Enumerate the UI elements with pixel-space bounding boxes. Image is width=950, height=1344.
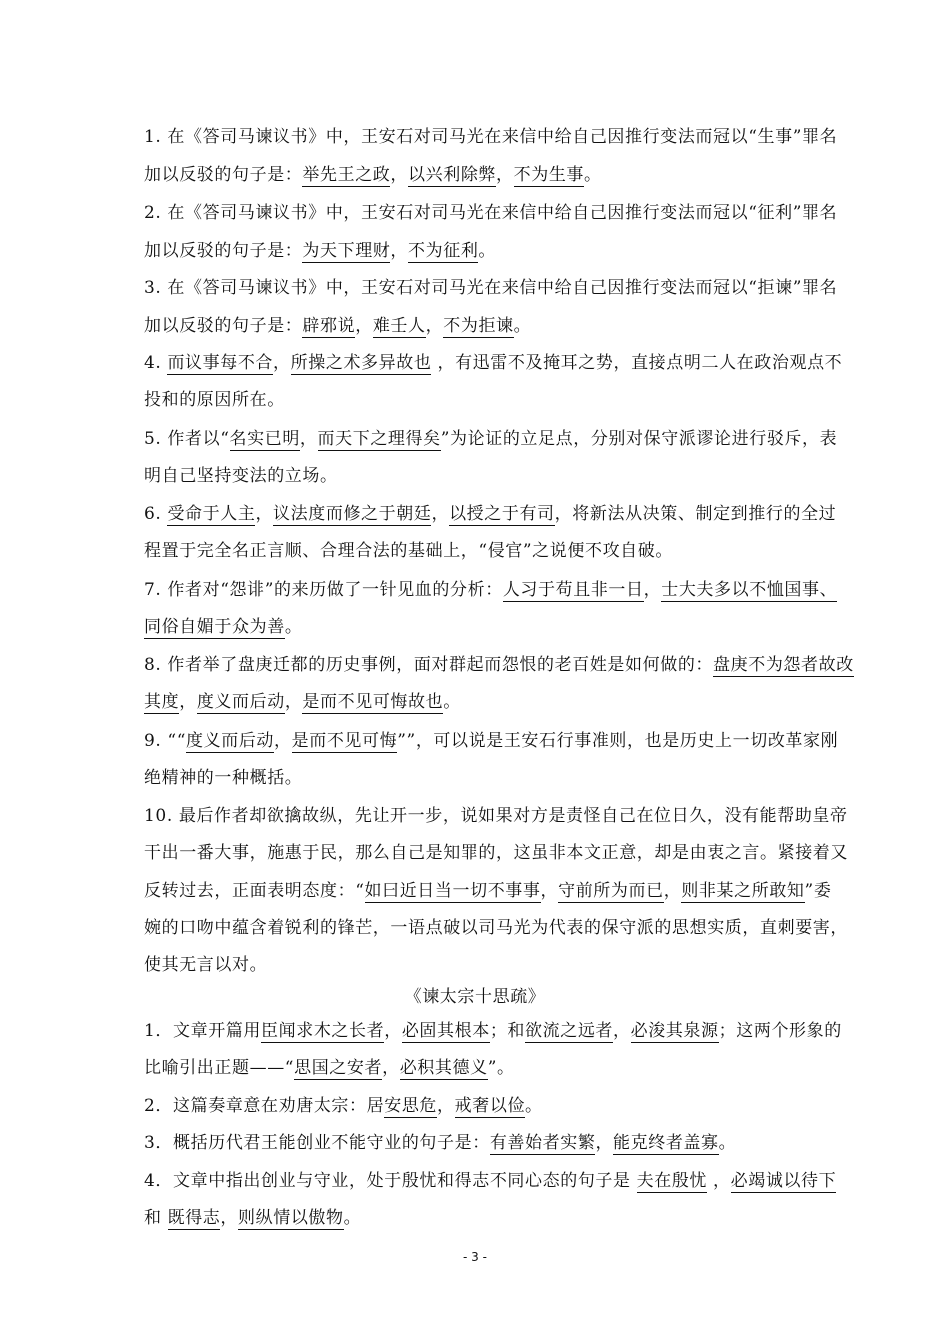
text-run: ；这两个形象的 (718, 1021, 842, 1041)
text-run: 2. 在《答司马谏议书》中，王安石对司马光在来信中给自己因推行变法而冠以“征利”罪名 (144, 203, 838, 223)
underlined-answer: 是而不见可悔故也 (302, 692, 444, 712)
underlined-answer: 戒奢以俭 (454, 1096, 526, 1116)
item-6-line-2 (144, 536, 814, 566)
underlined-answer: 欲流之远者 (525, 1021, 614, 1041)
item-5-line-1 (144, 424, 838, 454)
text-run: ， (613, 1021, 631, 1041)
text-run: 加以反驳的句子是： (144, 241, 303, 261)
section2-item-4-line-2 (144, 1203, 814, 1233)
text-run: ，有迅雷不及掩耳之势，直接点明二人在政治观点不 (431, 353, 843, 373)
underlined-answer: 受命于人主 (167, 504, 256, 524)
underlined-answer: 思国之安者 (294, 1058, 383, 1078)
section2-item-4-line-1 (144, 1166, 837, 1196)
item-10-line-2 (144, 838, 848, 868)
text-run: 3．概括历代君王能创业不能守业的句子是： (144, 1133, 490, 1153)
section2-item-1-line-1 (144, 1016, 842, 1046)
text-run: ， (707, 1171, 731, 1191)
text-run: 4. (144, 353, 168, 373)
underlined-answer: 其度 (144, 692, 180, 712)
underlined-answer: 以兴利除弊 (408, 165, 497, 185)
text-run: 程置于完全名正言顺、合理合法的基础上，“侵官”之说便不攻自破。 (144, 541, 673, 561)
underlined-answer: 议法度而修之于朝廷 (273, 504, 432, 524)
underlined-answer: 辟邪说 (302, 316, 356, 336)
text-run: 婉的口吻中蕴含着锐利的锋芒，一语点破以司马光为代表的保守派的思想实质，直刺要害， (144, 918, 848, 938)
page-number: - 3 - (463, 1250, 487, 1264)
item-10-line-3 (144, 876, 832, 906)
text-run: 绝精神的一种概括。 (144, 768, 303, 788)
text-run: 。 (478, 241, 497, 261)
text-run: ， (663, 881, 682, 901)
text-run: 8. 作者举了盘庚迁都的历史事例，面对群起而怨恨的老百姓是如何做的： (144, 655, 714, 675)
underlined-answer: 臣闻求木之长者 (261, 1021, 385, 1041)
underlined-answer: 安思危 (384, 1096, 438, 1116)
text-run: 加以反驳的句子是： (144, 165, 303, 185)
text-run: ， (595, 1133, 614, 1153)
underlined-answer: 不为拒谏 (443, 316, 514, 336)
text-run: ， (299, 429, 318, 449)
text-run: ， (384, 1021, 402, 1041)
item-10-line-5 (144, 950, 814, 980)
item-9-line-1 (144, 726, 839, 756)
item-7-line-1 (144, 575, 838, 605)
text-run: 加以反驳的句子是： (144, 316, 303, 336)
text-run: ”为论证的立足点，分别对保守派谬论进行驳斥，表 (440, 429, 838, 449)
underlined-answer: 守前所为而已 (558, 881, 664, 901)
text-run: 。 (284, 617, 303, 637)
text-run: 4．文章中指出创业与守业，处于殷忧和得志不同心态的句子是 (144, 1171, 637, 1191)
item-10-line-4 (144, 913, 848, 943)
underlined-answer: 度义而后动 (186, 731, 275, 751)
underlined-answer: 必浚其泉源 (630, 1021, 719, 1041)
underlined-answer: 必竭诚以待下 (730, 1171, 837, 1191)
underlined-answer: 必固其根本 (401, 1021, 490, 1041)
underlined-answer: 人习于苟且非一日 (502, 580, 644, 600)
text-run: ， (179, 692, 197, 712)
underlined-answer: 举先王之政 (302, 165, 391, 185)
text-run: 反转过去，正面表明态度：“ (144, 881, 365, 901)
underlined-answer: 是而不见可悔 (291, 731, 398, 751)
text-run: ”。 (487, 1058, 515, 1078)
text-run: 7. 作者对“怨诽”的来历做了一针见血的分析： (144, 580, 503, 600)
text-run: ， (390, 165, 409, 185)
underlined-answer: 所操之术多异故也 (290, 353, 432, 373)
text-run: 6. (144, 504, 168, 524)
underlined-answer: 为天下理财 (302, 241, 391, 261)
underlined-answer: 有善始者实繁 (489, 1133, 596, 1153)
text-run: 干出一番大事，施惠于民，那么自己是知罪的，这虽非本文正意，却是由衷之言。紧接着又 (144, 843, 848, 863)
item-3-line-2 (144, 311, 814, 341)
section2-item-1-line-2 (144, 1053, 814, 1083)
underlined-answer: 度义而后动 (196, 692, 285, 712)
text-run: ， (437, 1096, 455, 1116)
underlined-answer: 既得志 (167, 1208, 221, 1228)
section2-item-3-line-1 (144, 1128, 814, 1158)
text-run: ””，可以说是王安石行事准则，也是历史上一切改革家刚 (397, 731, 839, 751)
underlined-answer: 以授之于有司 (449, 504, 555, 524)
item-2-line-2 (144, 236, 814, 266)
text-run: ， (496, 165, 514, 185)
item-3-line-1 (144, 273, 838, 303)
item-7-line-2 (144, 612, 814, 642)
section2-item-2-line-1 (144, 1091, 814, 1121)
text-run: 。 (584, 165, 602, 185)
underlined-answer: 难壬人 (372, 316, 426, 336)
item-2-line-1 (144, 198, 838, 228)
text-run: ；和 (489, 1021, 526, 1041)
text-run: ”委 (804, 881, 832, 901)
text-run: ， (284, 692, 303, 712)
underlined-answer: 能克终者盖寡 (613, 1133, 719, 1153)
underlined-answer: 则纵情以傲物 (238, 1208, 344, 1228)
text-run: ， (382, 1058, 400, 1078)
underlined-answer: 士大夫多以不恤国事、 (661, 580, 838, 600)
text-run: 10. 最后作者却欲擒故纵，先让开一步，说如果对方是责怪自己在位日久，没有能帮助皇帝 (144, 806, 848, 826)
text-run: 。 (525, 1096, 543, 1116)
text-run: 比喻引出正题——“ (144, 1058, 295, 1078)
text-run: ， (255, 504, 274, 524)
text-run: 和 (144, 1208, 168, 1228)
underlined-answer: 夫在殷忧 (636, 1171, 708, 1191)
text-run: ， (273, 353, 291, 373)
underlined-answer: 而议事每不合 (167, 353, 274, 373)
text-run: ，将新法从决策、制定到推行的全过 (554, 504, 837, 524)
item-1-line-2 (144, 160, 814, 190)
underlined-answer: 不为征利 (408, 241, 479, 261)
text-run: ， (274, 731, 292, 751)
underlined-answer: 必积其德义 (399, 1058, 488, 1078)
text-run: ， (643, 580, 662, 600)
text-run: 9. ““ (144, 731, 187, 751)
text-run: 2．这篇奏章意在劝唐太宗：居 (144, 1096, 385, 1116)
underlined-answer: 不为生事 (513, 165, 585, 185)
item-8-line-2 (144, 687, 814, 717)
text-run: 投和的原因所在。 (144, 390, 285, 410)
text-run: 明自己坚持变法的立场。 (144, 466, 338, 486)
item-5-line-2 (144, 461, 814, 491)
underlined-answer: 而天下之理得矣 (317, 429, 441, 449)
item-8-line-1 (144, 650, 854, 680)
text-run: 1．文章开篇用 (144, 1021, 262, 1041)
text-run: 使其无言以对。 (144, 955, 268, 975)
item-1-line-1 (144, 122, 838, 152)
text-run: 。 (718, 1133, 737, 1153)
underlined-answer: 同俗自媚于众为善 (144, 617, 285, 637)
text-run: 。 (443, 692, 461, 712)
text-run: ， (431, 504, 450, 524)
underlined-answer: 如曰近日当一切不事事 (364, 881, 541, 901)
text-run: ， (390, 241, 409, 261)
text-run: ， (220, 1208, 239, 1228)
text-run: ， (540, 881, 559, 901)
item-4-line-2 (144, 385, 814, 415)
underlined-answer: 盘庚不为怨者故改 (713, 655, 854, 675)
item-10-line-1 (144, 801, 848, 831)
item-4-line-1 (144, 348, 843, 378)
text-run: 。 (343, 1208, 362, 1228)
text-run: 3. 在《答司马谏议书》中，王安石对司马光在来信中给自己因推行变法而冠以“拒谏”罪名 (144, 278, 838, 298)
text-run: 5. 作者以“ (144, 429, 230, 449)
text-run: 1. 在《答司马谏议书》中，王安石对司马光在来信中给自己因推行变法而冠以“生事”罪名 (144, 127, 838, 147)
text-run: ， (355, 316, 373, 336)
underlined-answer: 则非某之所敢知 (681, 881, 805, 901)
item-6-line-1 (144, 499, 837, 529)
text-run: ， (425, 316, 444, 336)
item-9-line-2 (144, 763, 814, 793)
text-run: 。 (513, 316, 532, 336)
underlined-answer: 名实已明 (229, 429, 300, 449)
section-title: 《谏太宗十思疏》 (404, 987, 546, 1007)
